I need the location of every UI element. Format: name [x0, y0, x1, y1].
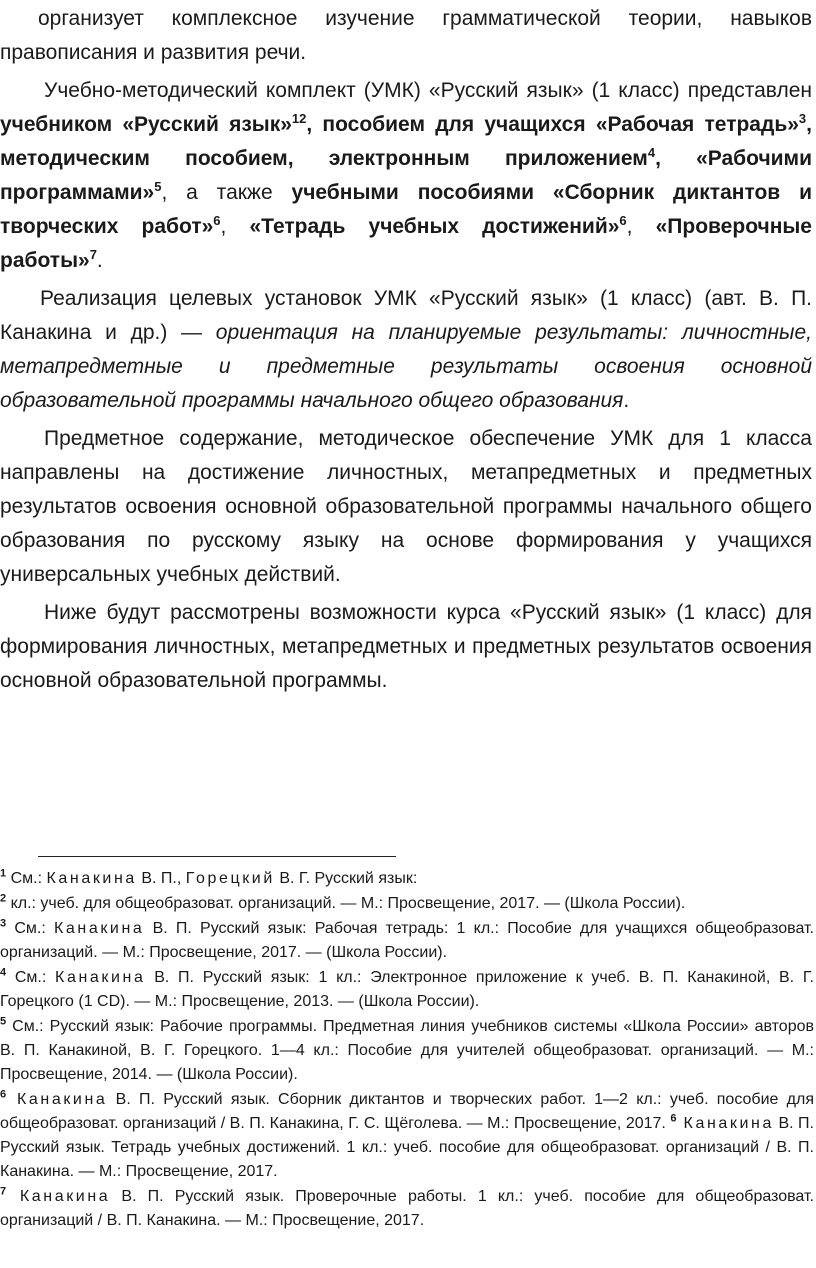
footnote-ref: 12	[291, 111, 307, 126]
text-run: ,	[220, 215, 250, 238]
bold-run: «Тетрадь учебных достижений»	[249, 215, 620, 238]
footnote-number: 5	[0, 1015, 7, 1028]
bold-run: учебником «Русский язык»	[0, 113, 292, 136]
spaced-author: Канакина	[46, 870, 137, 887]
footnote-6	[0, 1088, 814, 1184]
paragraph-content	[0, 422, 812, 592]
footnote-number: 6	[0, 1088, 7, 1101]
footnote-number: 7	[0, 1185, 7, 1198]
paragraph-continuation	[0, 2, 812, 70]
footnote-ref: 4	[647, 145, 656, 160]
text-run: .	[96, 249, 103, 272]
text-run: В. П.,	[136, 870, 186, 887]
footnote-number: 4	[0, 966, 7, 979]
italic-run: ориентация на планируемые результаты: личностные, метапредметные и предметные результаты освоения основной образовательной программы начального общего образования	[0, 321, 812, 412]
footnote-ref: 5	[154, 179, 162, 194]
text-run: В. Г. Русский язык:	[274, 870, 418, 887]
text-run: В. П. Русский язык. Тетрадь учебных достижений. 1 кл.: учеб. пособие для общеобразоват. организаций / В. П. Канакина. — М.: Просвещение, 2017.	[0, 1115, 815, 1180]
paragraph-umk-composition	[0, 74, 812, 278]
spaced-author: Канакина	[676, 1115, 774, 1132]
footnote-5	[0, 1015, 814, 1087]
text-run: Учебно-методический комплект (УМК) «Русский язык» (1 класс) представлен	[44, 79, 812, 102]
text-run: , а также	[161, 181, 292, 204]
bold-run: , пособием для учащихся «Рабочая тетрадь»	[306, 113, 799, 136]
bold-run: , «Рабочими программами»	[0, 147, 812, 204]
footnote-separator	[38, 856, 396, 857]
footnote-number: 2	[0, 892, 7, 905]
text-run: В. П. Русский язык. Сборник диктантов и творческих работ. 1—2 кл.: учеб. пособие для общеобразоват. организаций / В. П. Канакина, Г. С. Щёголева. — М.: Просвещение, 2017.	[0, 1091, 814, 1132]
footnote-1	[0, 867, 814, 891]
spaced-author: Канакина	[6, 1091, 108, 1108]
footnote-number: 1	[0, 867, 7, 880]
paragraph-goals	[0, 282, 812, 418]
spaced-author: Канакина	[6, 1188, 111, 1205]
footnote-2	[0, 892, 814, 916]
footnote-7	[0, 1185, 814, 1233]
bold-run: учебными пособиями «Сборник диктантов и творческих работ»	[0, 181, 812, 238]
text-run: В. П. Русский язык: 1 кл.: Электронное приложение к учеб. В. П. Канакиной, В. Г. Горецкого (1 CD). — М.: Просвещение, 2013. — (Школа России).	[0, 969, 814, 1010]
text-run: См.:	[6, 969, 56, 986]
footnote-ref: 3	[798, 111, 807, 126]
text-run: кл.: учеб. для общеобразоват. организаций. — М.: Просвещение, 2017. — (Школа России).	[6, 895, 686, 912]
bold-run: , методическим пособием, электронным приложением	[0, 113, 812, 170]
footnote-number: 6	[670, 1112, 677, 1125]
footnote-ref: 7	[89, 247, 97, 262]
text-run: .	[623, 389, 630, 412]
footnote-ref: 6	[213, 213, 221, 228]
text-run: См.:	[6, 870, 47, 887]
footnote-ref: 6	[619, 213, 627, 228]
text-run: В. П. Русский язык: Рабочая тетрадь: 1 кл.: Пособие для учащихся общеобразоват. организаций. — М.: Просвещение, 2017. — (Школа России).	[0, 920, 815, 961]
text-run: ,	[626, 215, 656, 238]
footnote-3	[0, 917, 814, 965]
text-run: См.: Русский язык: Рабочие программы. Предметная линия учебников системы «Школа России» авторов В. П. Канакиной, В. Г. Горецкого. 1—4 кл.: Пособие для учителей общеобразоват. организаций. — М.: Просвещение, 2014. — (Школа России).	[0, 1018, 814, 1083]
text-run: Реализация целевых установок УМК «Русский язык» (1 класс) (авт. В. П. Канакина и др.) —	[0, 287, 812, 344]
spaced-author: Канакина	[55, 969, 146, 986]
spaced-author: Горецкий	[185, 870, 275, 887]
footnote-4	[0, 966, 814, 1014]
text-run: В. П. Русский язык. Проверочные работы. 1 кл.: учеб. пособие для общеобразоват. организаций / В. П. Канакина. — М.: Просвещение, 2017.	[0, 1188, 814, 1229]
paragraph-text: организует комплексное изучение грамматической теории, навыков правописания и развития речи.	[0, 7, 812, 64]
footnote-number: 3	[0, 917, 7, 930]
paragraph-outlook	[0, 596, 812, 698]
bold-run: «Проверочные работы»	[0, 215, 812, 272]
text-run: См.:	[6, 920, 54, 937]
main-text	[0, 2, 812, 702]
footnotes	[0, 867, 814, 1234]
paragraph-text: Ниже будут рассмотрены возможности курса «Русский язык» (1 класс) для формирования личностных, метапредметных и предметных результатов освоения основной образовательной программы.	[0, 601, 812, 692]
paragraph-text: Предметное содержание, методическое обеспечение УМК для 1 класса направлены на достижение личностных, метапредметных и предметных результатов освоения основной образовательной программы начального общего образования по русскому языку на основе формирования у учащихся универсальных учебных действий.	[0, 427, 812, 586]
spaced-author: Канакина	[53, 920, 145, 937]
